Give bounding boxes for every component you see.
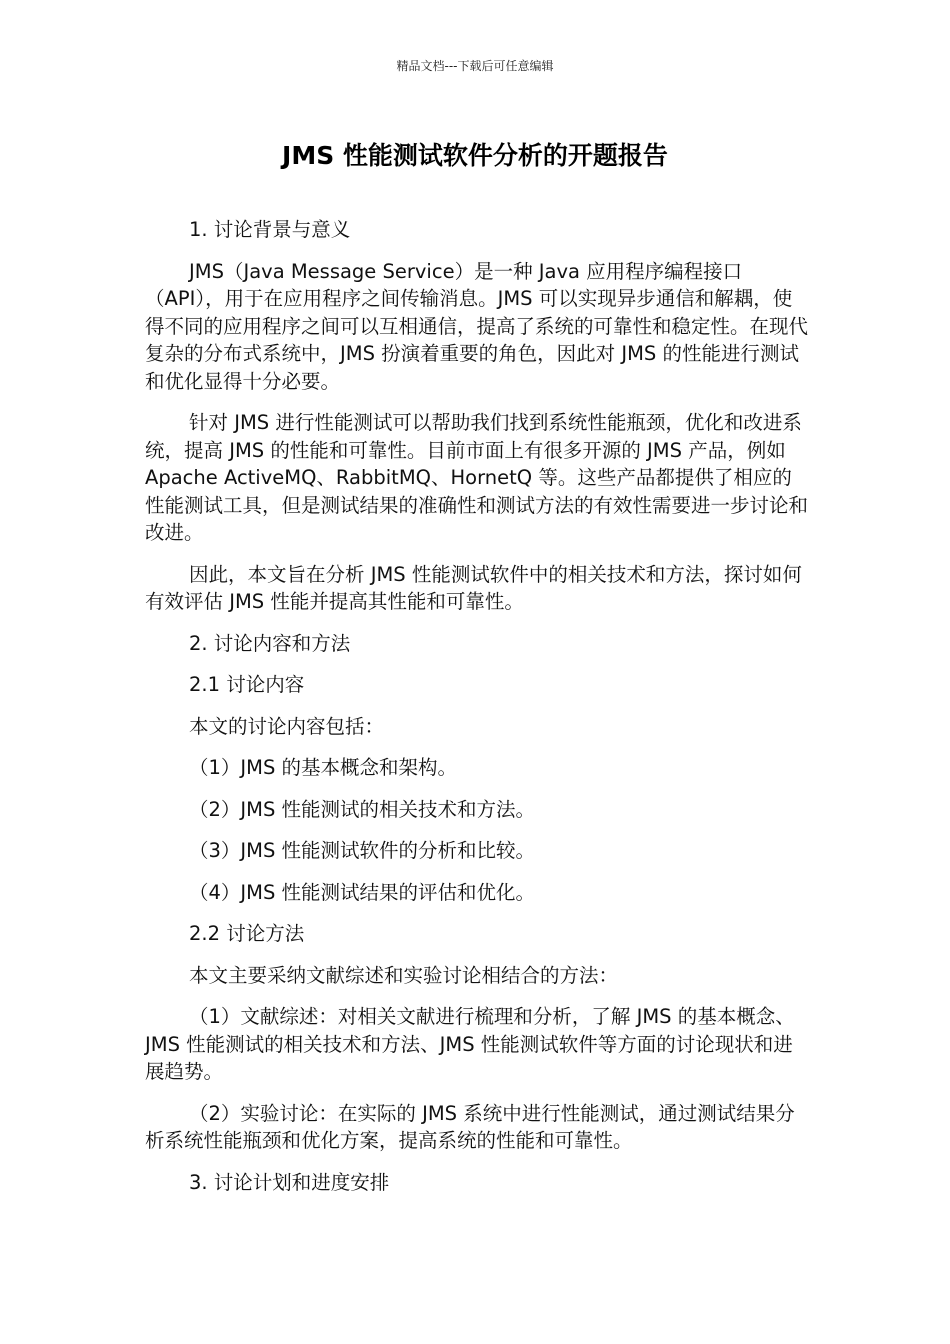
document-title: JMS 性能测试软件分析的开题报告 [282, 141, 668, 170]
document-body [145, 216, 810, 1210]
list-item: （1）JMS 的基本概念和架构。 [189, 756, 458, 779]
body-paragraph: JMS（Java Message Service）是一种 Java 应用程序编程接口（API），用于在应用程序之间传输消息。JMS 可以实现异步通信和解耦，使得不同的应用程序之间可以互相通信，提高了系统的可靠性和稳定性。在现代复杂的分布式系统中，JMS 扮演着重要的角色，因此对 JMS 的性能进行测试和优化显得十分必要。 [145, 259, 809, 393]
section-heading-1: 1. 讨论背景与意义 [189, 218, 351, 241]
list-item: （1）文献综述：对相关文献进行梳理和分析，了解 JMS 的基本概念、JMS 性能测试的相关技术和方法、JMS 性能测试软件等方面的讨论现状和进展趋势。 [145, 1005, 795, 1083]
body-paragraph: 本文主要采纳文献综述和实验讨论相结合的方法： [189, 963, 619, 987]
list-item: （3）JMS 性能测试软件的分析和比较。 [189, 839, 536, 862]
body-paragraph: 针对 JMS 进行性能测试可以帮助我们找到系统性能瓶颈，优化和改进系统，提高 JMS 的性能和可靠性。目前市面上有很多开源的 JMS 产品，例如 Apache ActiveMQ、RabbitMQ、HornetQ 等。这些产品都提供了相应的性能测试工具，但是测试结果的准确性和测试方法的有效性需要进一步讨论和改进。 [145, 411, 809, 544]
section-heading-3: 3. 讨论计划和进度安排 [189, 1170, 390, 1194]
body-paragraph: 因此，本文旨在分析 JMS 性能测试软件中的相关技术和方法，探讨如何有效评估 JMS 性能并提高其性能和可靠性。 [145, 562, 802, 613]
body-paragraph: 本文的讨论内容包括： [189, 714, 385, 738]
page-header: 精品文档---下载后可任意编辑 [396, 59, 554, 73]
subsection-heading-2-1: 2.1 讨论内容 [189, 673, 305, 696]
list-item: （4）JMS 性能测试结果的评估和优化。 [189, 880, 536, 904]
section-heading-2: 2. 讨论内容和方法 [189, 631, 351, 655]
list-item: （2）JMS 性能测试的相关技术和方法。 [189, 797, 536, 821]
subsection-heading-2-2: 2.2 讨论方法 [189, 922, 305, 945]
list-item: （2）实验讨论：在实际的 JMS 系统中进行性能测试，通过测试结果分析系统性能瓶颈和优化方案，提高系统的性能和可靠性。 [145, 1101, 795, 1152]
